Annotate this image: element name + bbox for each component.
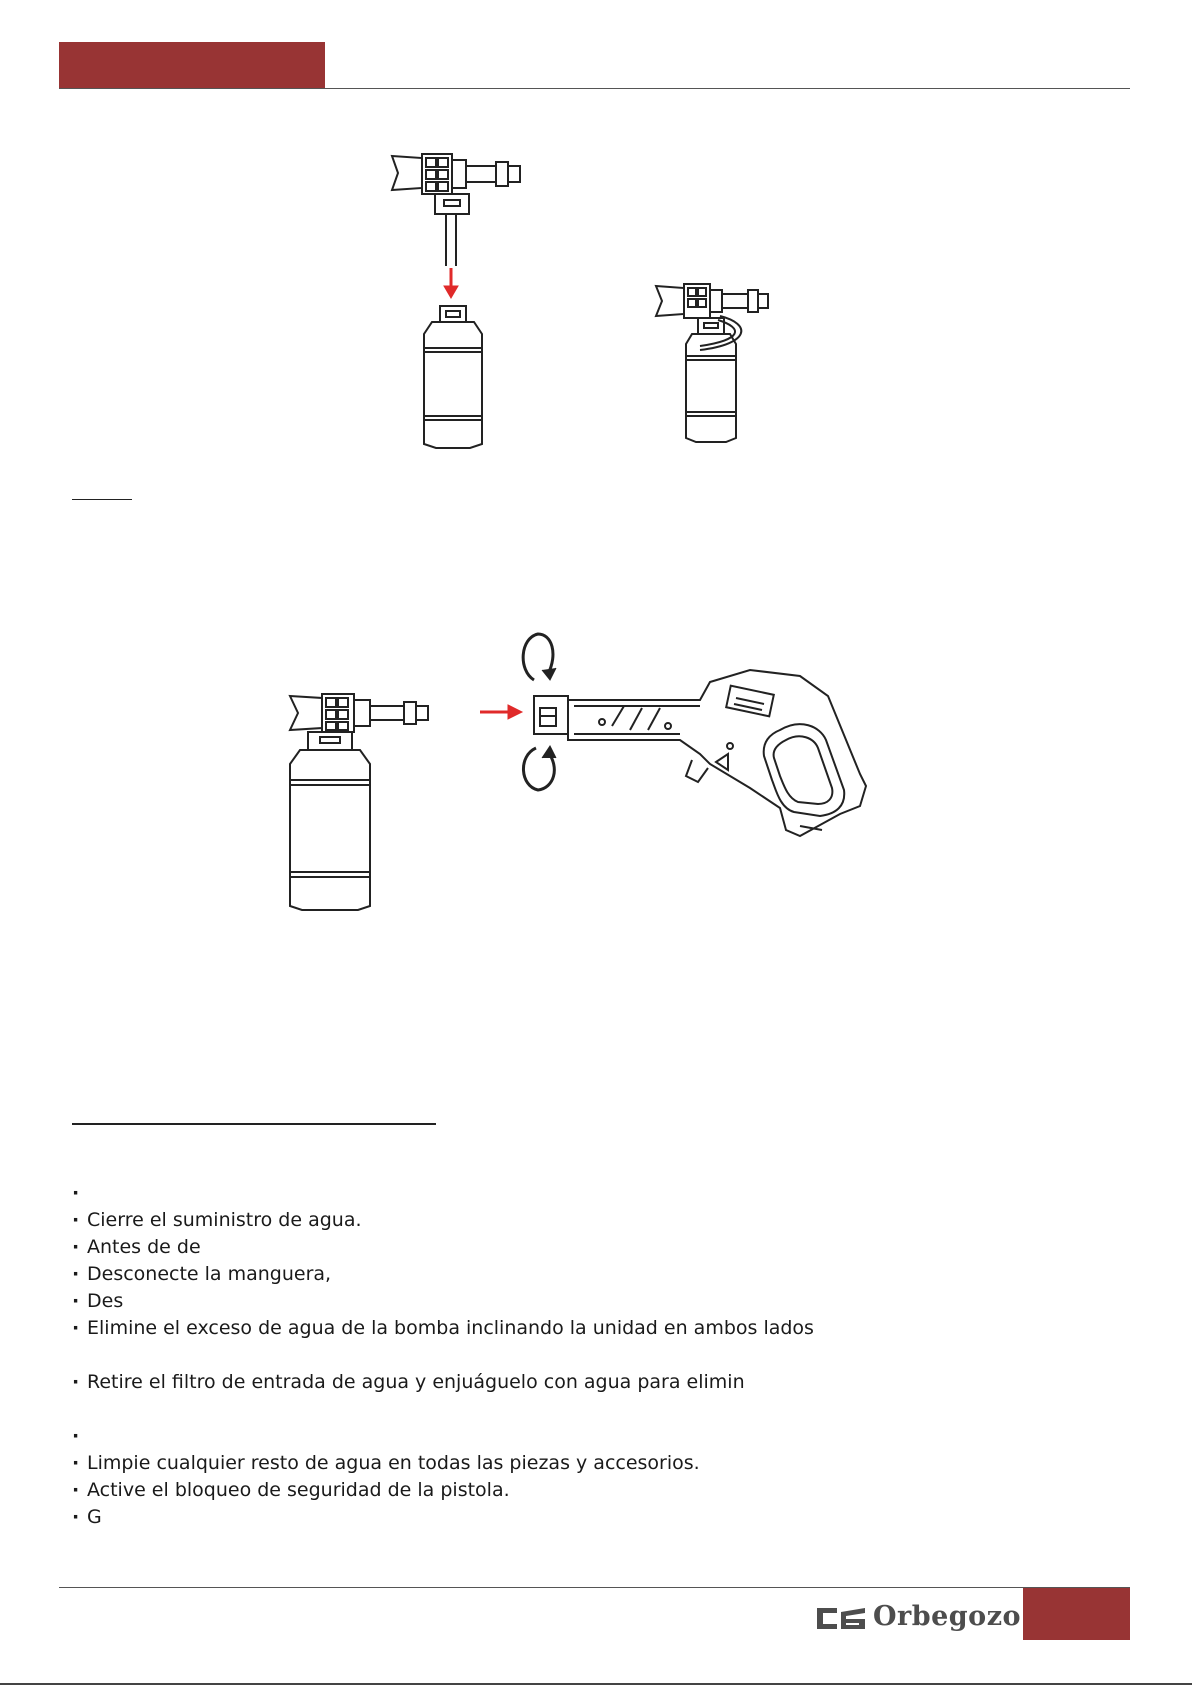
footer-accent-tab [1023,1588,1130,1640]
list-item: · Des [72,1288,1132,1315]
list-item [72,1180,1132,1207]
list-item: · Elimine el exceso de agua de la bomba inclinando la unidad en ambos lados [72,1315,1132,1342]
header-accent-tab [59,42,325,89]
insert-arrow-icon [444,268,458,298]
footer-divider [59,1587,1130,1588]
section-heading-underline [72,499,132,500]
foam-nozzle-head-icon [392,154,520,266]
brand-name: Orbegozo [873,1601,1022,1632]
connect-arrow-icon [480,705,522,719]
figure-foam-lance-to-gun [280,630,920,920]
list-item: · Cierre el suministro de agua. [72,1207,1132,1234]
figure-foam-lance-assembly [380,148,820,454]
list-item: · Limpie cualquier resto de agua en todas las piezas y accesorios. [72,1450,1132,1477]
orbegozo-logo-mark-icon [815,1598,867,1636]
header-divider [59,88,1130,89]
foam-bottle-icon [424,306,482,448]
trigger-gun-icon [534,670,866,836]
maintenance-steps-list [72,1180,1132,1531]
list-item: · Retire el filtro de entrada de agua y enjuáguelo con agua para elimin [72,1369,1132,1396]
list-item: · Desconecte la manguera, [72,1261,1132,1288]
list-item: · G [72,1504,1132,1531]
list-item [72,1423,1132,1450]
assembled-foam-lance-icon [656,284,768,442]
orbegozo-logo [815,1598,1022,1636]
list-item: · Active el bloqueo de seguridad de la pistola. [72,1477,1132,1504]
maintenance-heading-underline [72,1123,436,1125]
foam-lance-bottle-icon [290,694,428,910]
list-item: · Antes de de [72,1234,1132,1261]
